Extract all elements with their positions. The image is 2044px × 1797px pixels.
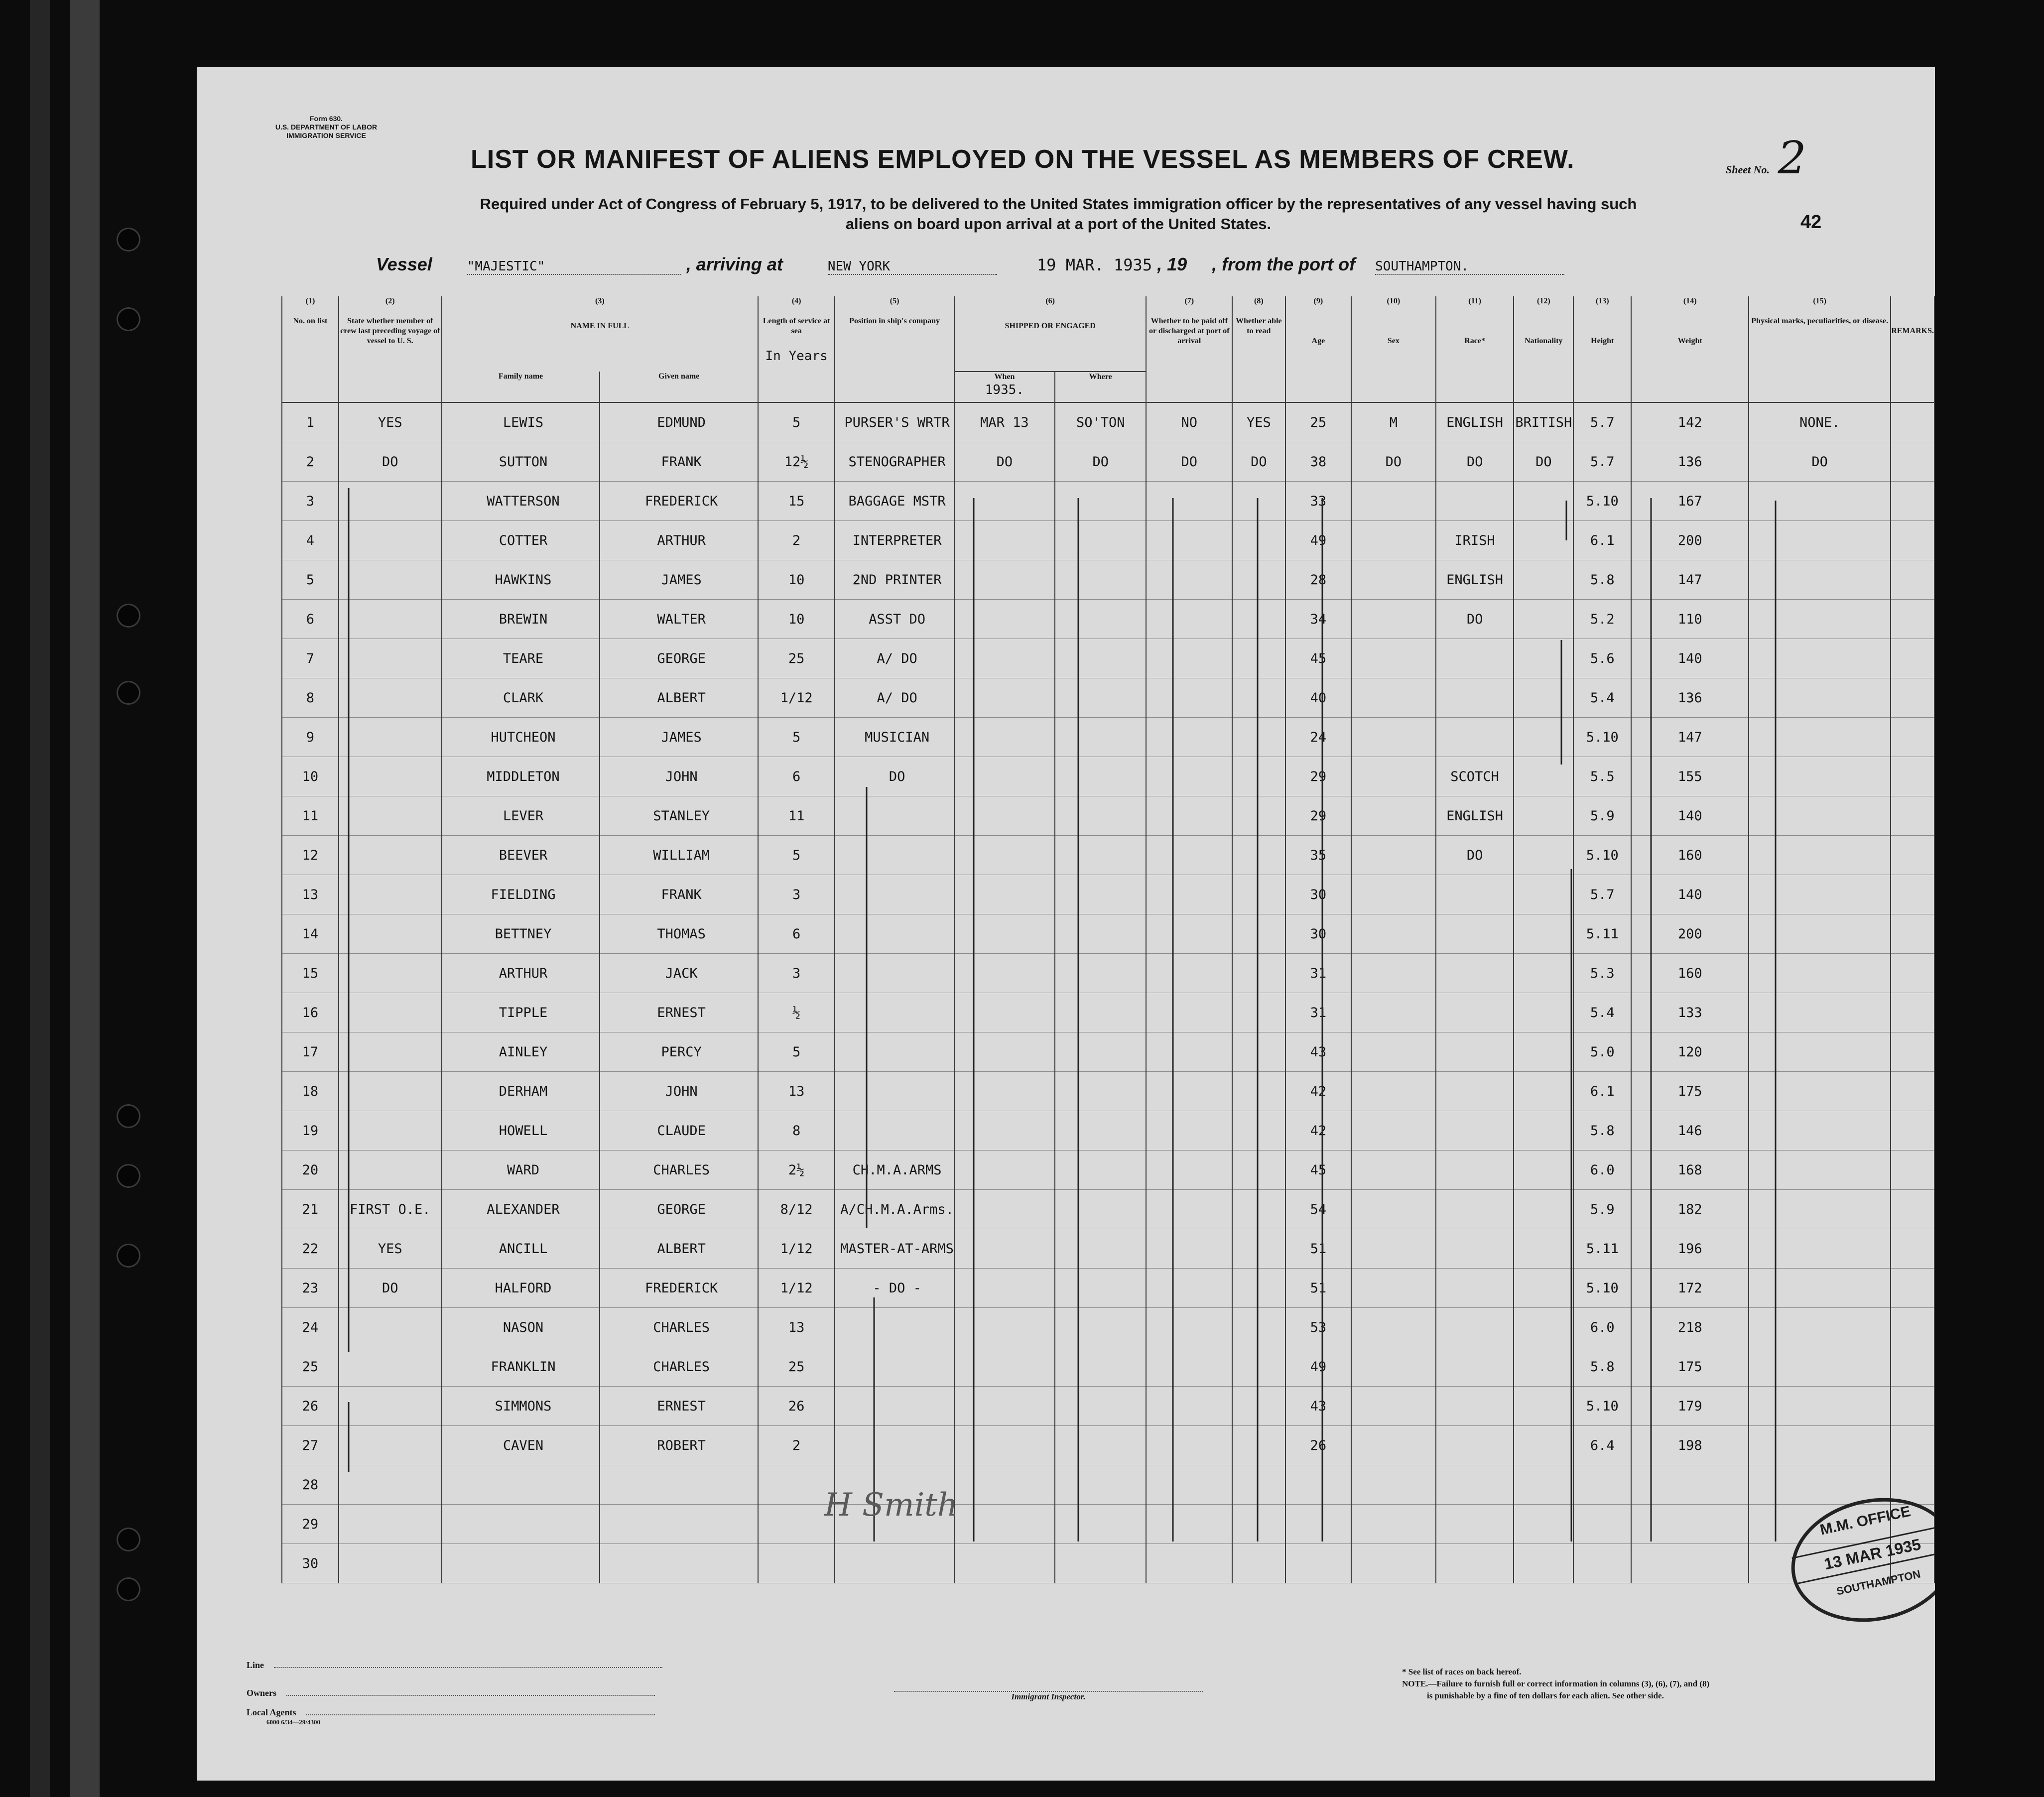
given-name: CHARLES: [600, 1151, 758, 1190]
age: 31: [1285, 954, 1351, 993]
page-title: LIST OR MANIFEST OF ALIENS EMPLOYED ON THE VESSEL AS MEMBERS OF CREW.: [471, 145, 1575, 174]
given-name: ERNEST: [600, 993, 758, 1032]
age: 33: [1285, 482, 1351, 521]
shipped-when: DO: [954, 442, 1055, 482]
length-of-service: 6: [758, 757, 835, 796]
sex: M: [1351, 402, 1436, 442]
inspector-line: Immigrant Inspector.: [894, 1681, 1203, 1702]
age: 26: [1285, 1426, 1351, 1465]
col-where: Where: [1055, 372, 1147, 402]
family-name: SUTTON: [442, 442, 600, 482]
able-to-read: YES: [1232, 402, 1285, 442]
age: 45: [1285, 1151, 1351, 1190]
length-of-service: 3: [758, 954, 835, 993]
height: 5.8: [1573, 1111, 1631, 1151]
position: DO: [835, 757, 954, 796]
position: STENOGRAPHER: [835, 442, 954, 482]
length-of-service: 26: [758, 1387, 835, 1426]
ditto-lines: [197, 67, 1935, 1781]
age: 49: [1285, 1347, 1351, 1387]
family-name: LEWIS: [442, 402, 600, 442]
prev-voyage: DO: [339, 1269, 442, 1308]
department: U.S. DEPARTMENT OF LABOR: [275, 123, 378, 131]
col-read: (8) Whether able to read: [1232, 296, 1285, 402]
family-name: NASON: [442, 1308, 600, 1347]
weight: 146: [1631, 1111, 1749, 1151]
family-name: HOWELL: [442, 1111, 600, 1151]
height: 5.7: [1573, 402, 1631, 442]
row-number: 20: [282, 1151, 339, 1190]
family-name: DERHAM: [442, 1072, 600, 1111]
col-no: (1) No. on list: [282, 296, 339, 402]
col-name: (3) NAME IN FULL: [442, 296, 758, 372]
family-name: ALEXANDER: [442, 1190, 600, 1229]
given-name: ALBERT: [600, 678, 758, 718]
col-when: When 1935.: [954, 372, 1055, 402]
row-number: 28: [282, 1465, 339, 1505]
length-of-service: 2: [758, 521, 835, 560]
length-of-service: 13: [758, 1308, 835, 1347]
family-name: FIELDING: [442, 875, 600, 914]
family-name: TIPPLE: [442, 993, 600, 1032]
row-number: 3: [282, 482, 339, 521]
given-name: CHARLES: [600, 1308, 758, 1347]
position: ASST DO: [835, 600, 954, 639]
weight: 160: [1631, 836, 1749, 875]
punch-hole: [118, 1245, 139, 1266]
given-name: EDMUND: [600, 402, 758, 442]
col-height: (13) Height: [1573, 296, 1631, 402]
paid-off: NO: [1146, 402, 1232, 442]
length-of-service: 1/12: [758, 1229, 835, 1269]
paid-off: DO: [1146, 442, 1232, 482]
family-name: AINLEY: [442, 1032, 600, 1072]
height: 5.0: [1573, 1032, 1631, 1072]
given-name: FRANK: [600, 442, 758, 482]
age: 51: [1285, 1269, 1351, 1308]
prev-voyage: YES: [339, 402, 442, 442]
height: 5.10: [1573, 718, 1631, 757]
length-of-service: ½: [758, 993, 835, 1032]
physical-marks: NONE.: [1749, 402, 1891, 442]
row-number: 23: [282, 1269, 339, 1308]
row-number: 2: [282, 442, 339, 482]
age: 25: [1285, 402, 1351, 442]
height: 5.10: [1573, 836, 1631, 875]
position: CH.M.A.ARMS: [835, 1151, 954, 1190]
col-service: (4) Length of service at sea In Years: [758, 296, 835, 402]
age: 29: [1285, 757, 1351, 796]
family-name: BETTNEY: [442, 914, 600, 954]
length-of-service: 15: [758, 482, 835, 521]
sheet-label: Sheet No.: [1726, 163, 1770, 176]
signature: H Smith: [824, 1487, 958, 1524]
height: 5.4: [1573, 993, 1631, 1032]
position: A/CH.M.A.Arms.: [835, 1190, 954, 1229]
footer-left: Line Owners Local Agents 6000 6/34—29/4300: [247, 1651, 662, 1727]
family-name: MIDDLETON: [442, 757, 600, 796]
height: 5.10: [1573, 1269, 1631, 1308]
binding-edge: [70, 0, 100, 1797]
given-name: FRANK: [600, 875, 758, 914]
height: 5.7: [1573, 875, 1631, 914]
able-to-read: DO: [1232, 442, 1285, 482]
family-name: HALFORD: [442, 1269, 600, 1308]
prev-voyage: DO: [339, 442, 442, 482]
length-of-service: 13: [758, 1072, 835, 1111]
given-name: PERCY: [600, 1032, 758, 1072]
age: 35: [1285, 836, 1351, 875]
col-age: (9) Age: [1285, 296, 1351, 402]
row-number: 18: [282, 1072, 339, 1111]
service-name: IMMIGRATION SERVICE: [286, 131, 366, 139]
family-name: WATTERSON: [442, 482, 600, 521]
row-number: 25: [282, 1347, 339, 1387]
race: DO: [1436, 836, 1514, 875]
weight: 218: [1631, 1308, 1749, 1347]
age: 49: [1285, 521, 1351, 560]
col-family-name: Family name: [442, 372, 600, 402]
row-number: 15: [282, 954, 339, 993]
given-name: WILLIAM: [600, 836, 758, 875]
row-number: 27: [282, 1426, 339, 1465]
row-number: 21: [282, 1190, 339, 1229]
age: 24: [1285, 718, 1351, 757]
row-number: 8: [282, 678, 339, 718]
weight: 120: [1631, 1032, 1749, 1072]
race: DO: [1436, 442, 1514, 482]
age: 53: [1285, 1308, 1351, 1347]
height: 5.8: [1573, 1347, 1631, 1387]
row-number: 16: [282, 993, 339, 1032]
age: 30: [1285, 914, 1351, 954]
family-name: FRANKLIN: [442, 1347, 600, 1387]
given-name: THOMAS: [600, 914, 758, 954]
weight: 147: [1631, 560, 1749, 600]
punch-hole: [118, 1106, 139, 1127]
height: 5.6: [1573, 639, 1631, 678]
col-remarks: REMARKS.: [1891, 296, 1934, 402]
age: 45: [1285, 639, 1351, 678]
race: IRISH: [1436, 521, 1514, 560]
given-name: GEORGE: [600, 639, 758, 678]
nationality: BRITISH: [1514, 402, 1573, 442]
shipped-when: MAR 13: [954, 402, 1055, 442]
arriving-port: NEW YORK: [828, 259, 997, 275]
height: 6.4: [1573, 1426, 1631, 1465]
row-number: 10: [282, 757, 339, 796]
position: 2ND PRINTER: [835, 560, 954, 600]
given-name: ERNEST: [600, 1387, 758, 1426]
weight: 167: [1631, 482, 1749, 521]
height: 5.9: [1573, 796, 1631, 836]
age: 34: [1285, 600, 1351, 639]
length-of-service: 10: [758, 560, 835, 600]
height: 5.2: [1573, 600, 1631, 639]
age: 43: [1285, 1032, 1351, 1072]
punch-hole: [118, 229, 139, 250]
col-weight: (14) Weight: [1631, 296, 1749, 402]
age: 51: [1285, 1229, 1351, 1269]
col-given-name: Given name: [600, 372, 758, 402]
height: 6.1: [1573, 1072, 1631, 1111]
row-number: 6: [282, 600, 339, 639]
length-of-service: 5: [758, 402, 835, 442]
subtitle: Required under Act of Congress of February 5, 1917, to be delivered to the United States immigration officer by the representatives of any vessel having such aliens on board upon arrival at a port of the United States.: [480, 195, 1637, 233]
punch-hole: [118, 1529, 139, 1550]
punch-hole: [118, 682, 139, 703]
weight: 110: [1631, 600, 1749, 639]
given-name: STANLEY: [600, 796, 758, 836]
race: DO: [1436, 600, 1514, 639]
race: ENGLISH: [1436, 402, 1514, 442]
row-number: 4: [282, 521, 339, 560]
length-of-service: 8/12: [758, 1190, 835, 1229]
col-race: (11) Race*: [1436, 296, 1514, 402]
row-number: 12: [282, 836, 339, 875]
family-name: ANCILL: [442, 1229, 600, 1269]
family-name: SIMMONS: [442, 1387, 600, 1426]
given-name: GEORGE: [600, 1190, 758, 1229]
row-number: 7: [282, 639, 339, 678]
position: INTERPRETER: [835, 521, 954, 560]
weight: 133: [1631, 993, 1749, 1032]
height: 6.1: [1573, 521, 1631, 560]
weight: 200: [1631, 914, 1749, 954]
col-prev-voyage: (2) State whether member of crew last preceding voyage of vessel to U. S.: [339, 296, 442, 402]
race: ENGLISH: [1436, 560, 1514, 600]
weight: 136: [1631, 442, 1749, 482]
given-name: WALTER: [600, 600, 758, 639]
shipped-where: SO'TON: [1055, 402, 1147, 442]
age: 29: [1285, 796, 1351, 836]
height: 6.0: [1573, 1151, 1631, 1190]
given-name: JOHN: [600, 1072, 758, 1111]
punch-hole: [118, 1579, 139, 1600]
weight: 200: [1631, 521, 1749, 560]
weight: 196: [1631, 1229, 1749, 1269]
height: 5.4: [1573, 678, 1631, 718]
height: 5.9: [1573, 1190, 1631, 1229]
length-of-service: 1/12: [758, 1269, 835, 1308]
row-number: 24: [282, 1308, 339, 1347]
nationality: DO: [1514, 442, 1573, 482]
row-number: 11: [282, 796, 339, 836]
given-name: CLAUDE: [600, 1111, 758, 1151]
length-of-service: 3: [758, 875, 835, 914]
weight: 140: [1631, 875, 1749, 914]
length-of-service: 25: [758, 1347, 835, 1387]
length-of-service: 12½: [758, 442, 835, 482]
family-name: LEVER: [442, 796, 600, 836]
position: PURSER'S WRTR: [835, 402, 954, 442]
col-sex: (10) Sex: [1351, 296, 1436, 402]
race: SCOTCH: [1436, 757, 1514, 796]
weight: 168: [1631, 1151, 1749, 1190]
length-of-service: 5: [758, 1032, 835, 1072]
weight: 182: [1631, 1190, 1749, 1229]
date-value: 19 MAR. 1935: [1036, 256, 1152, 274]
weight: 147: [1631, 718, 1749, 757]
given-name: JACK: [600, 954, 758, 993]
length-of-service: 5: [758, 836, 835, 875]
weight: 179: [1631, 1387, 1749, 1426]
form-number: Form 630.: [309, 115, 343, 123]
length-of-service: 10: [758, 600, 835, 639]
row-number: 22: [282, 1229, 339, 1269]
print-code: 6000 6/34—29/4300: [266, 1718, 320, 1726]
punch-hole: [118, 309, 139, 330]
binding-edge: [30, 0, 50, 1797]
age: 38: [1285, 442, 1351, 482]
vessel-name: "MAJESTIC": [467, 259, 681, 275]
family-name: BEEVER: [442, 836, 600, 875]
position: BAGGAGE MSTR: [835, 482, 954, 521]
weight: 140: [1631, 639, 1749, 678]
sheet-number: 2: [1778, 132, 1806, 184]
row-number: 1: [282, 402, 339, 442]
weight: 140: [1631, 796, 1749, 836]
given-name: JOHN: [600, 757, 758, 796]
row-number: 14: [282, 914, 339, 954]
age: 28: [1285, 560, 1351, 600]
height: 5.3: [1573, 954, 1631, 993]
given-name: FREDERICK: [600, 1269, 758, 1308]
family-name: CLARK: [442, 678, 600, 718]
given-name: ROBERT: [600, 1426, 758, 1465]
height: 5.5: [1573, 757, 1631, 796]
family-name: HUTCHEON: [442, 718, 600, 757]
length-of-service: 6: [758, 914, 835, 954]
position: A/ DO: [835, 678, 954, 718]
weight: 160: [1631, 954, 1749, 993]
height: 5.11: [1573, 1229, 1631, 1269]
col-shipped: (6) SHIPPED OR ENGAGED: [954, 296, 1147, 372]
office-stamp: M.M. OFFICE 13 MAR 1935 SOUTHAMPTON: [1780, 1483, 1935, 1637]
weight: 172: [1631, 1269, 1749, 1308]
height: 5.7: [1573, 442, 1631, 482]
height: 5.10: [1573, 1387, 1631, 1426]
manifest-sheet: [197, 67, 1935, 1781]
age: 40: [1285, 678, 1351, 718]
weight: 175: [1631, 1072, 1749, 1111]
position: MASTER-AT-ARMS: [835, 1229, 954, 1269]
col-nationality: (12) Nationality: [1514, 296, 1573, 402]
row-number: 19: [282, 1111, 339, 1151]
physical-marks: DO: [1749, 442, 1891, 482]
col-paid-off: (7) Whether to be paid off or discharged at port of arrival: [1146, 296, 1232, 402]
age: 31: [1285, 993, 1351, 1032]
age: 43: [1285, 1387, 1351, 1426]
col-position: (5) Position in ship's company: [835, 296, 954, 402]
prev-voyage: FIRST O.E.: [339, 1190, 442, 1229]
weight: 136: [1631, 678, 1749, 718]
page-number: 42: [1800, 212, 1822, 233]
sex: DO: [1351, 442, 1436, 482]
length-of-service: 5: [758, 718, 835, 757]
height: 5.8: [1573, 560, 1631, 600]
row-number: 5: [282, 560, 339, 600]
weight: 155: [1631, 757, 1749, 796]
family-name: TEARE: [442, 639, 600, 678]
shipped-where: DO: [1055, 442, 1147, 482]
position: MUSICIAN: [835, 718, 954, 757]
row-number: 13: [282, 875, 339, 914]
race: ENGLISH: [1436, 796, 1514, 836]
punch-hole: [118, 1165, 139, 1186]
punch-hole: [118, 605, 139, 626]
age: 42: [1285, 1072, 1351, 1111]
length-of-service: 2½: [758, 1151, 835, 1190]
position: A/ DO: [835, 639, 954, 678]
length-of-service: 25: [758, 639, 835, 678]
row-number: 29: [282, 1505, 339, 1544]
age: 42: [1285, 1111, 1351, 1151]
row-number: 30: [282, 1544, 339, 1583]
row-number: 9: [282, 718, 339, 757]
age: 54: [1285, 1190, 1351, 1229]
row-number: 26: [282, 1387, 339, 1426]
given-name: ARTHUR: [600, 521, 758, 560]
family-name: COTTER: [442, 521, 600, 560]
weight: 198: [1631, 1426, 1749, 1465]
vessel-line: Vessel "MAJESTIC" , arriving at NEW YORK 19 MAR. 1935 , 19 , from the port of SOUTHAMPTON.: [376, 254, 1564, 275]
family-name: BREWIN: [442, 600, 600, 639]
given-name: FREDERICK: [600, 482, 758, 521]
height: 6.0: [1573, 1308, 1631, 1347]
prev-voyage: YES: [339, 1229, 442, 1269]
family-name: CAVEN: [442, 1426, 600, 1465]
given-name: ALBERT: [600, 1229, 758, 1269]
length-of-service: 2: [758, 1426, 835, 1465]
length-of-service: 1/12: [758, 678, 835, 718]
weight: 142: [1631, 402, 1749, 442]
given-name: JAMES: [600, 718, 758, 757]
age: 30: [1285, 875, 1351, 914]
family-name: ARTHUR: [442, 954, 600, 993]
length-of-service: 8: [758, 1111, 835, 1151]
length-of-service: 11: [758, 796, 835, 836]
family-name: WARD: [442, 1151, 600, 1190]
weight: 175: [1631, 1347, 1749, 1387]
given-name: JAMES: [600, 560, 758, 600]
height: 5.11: [1573, 914, 1631, 954]
footer-notes: * See list of races on back hereof. NOTE.—Failure to furnish full or correct information in columns (3), (6), (7), and (8) is punishable by a fine of ten dollars for each alien. See other side.: [1402, 1667, 1710, 1700]
col-marks: (15) Physical marks, peculiarities, or disease.: [1749, 296, 1891, 402]
family-name: HAWKINS: [442, 560, 600, 600]
position: - DO -: [835, 1269, 954, 1308]
row-number: 17: [282, 1032, 339, 1072]
given-name: CHARLES: [600, 1347, 758, 1387]
from-port: SOUTHAMPTON.: [1375, 259, 1564, 275]
height: 5.10: [1573, 482, 1631, 521]
